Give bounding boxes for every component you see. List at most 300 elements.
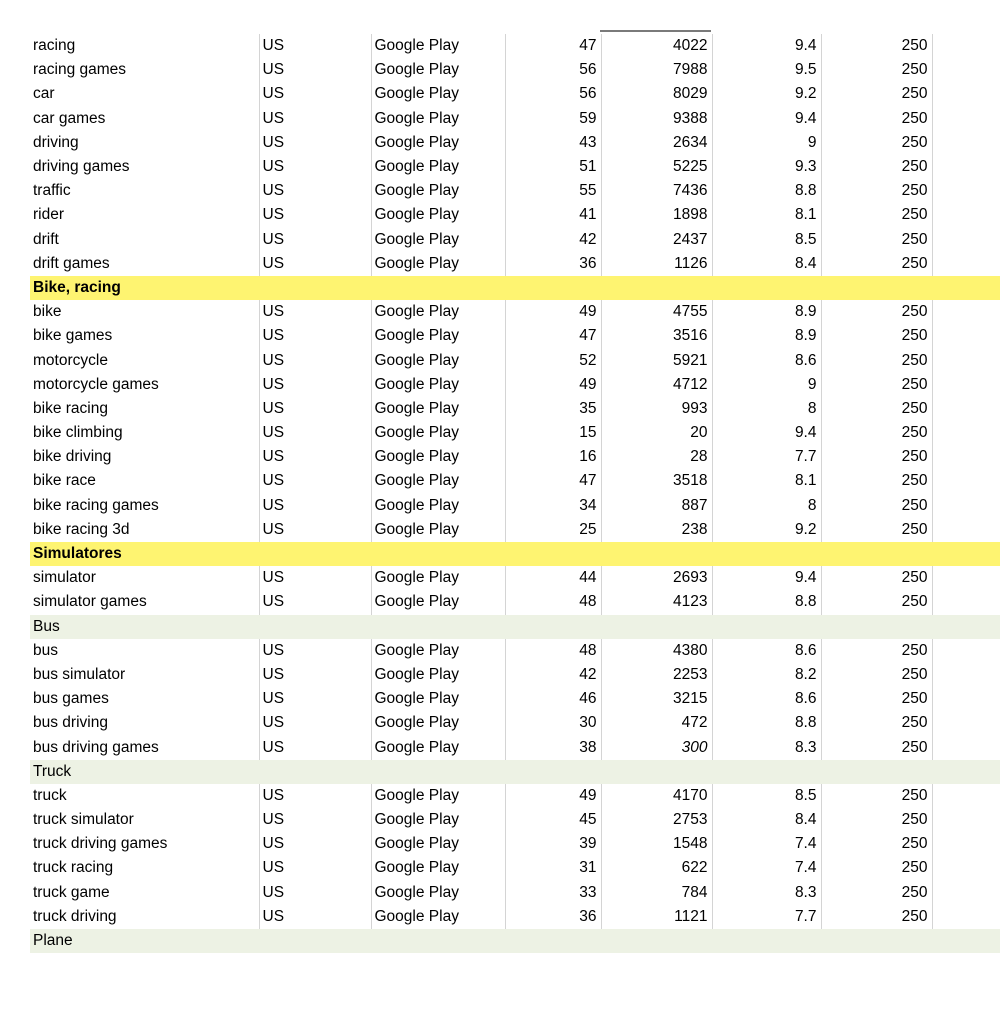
table-cell[interactable]: 7988 (601, 58, 712, 82)
table-cell[interactable]: 56 (505, 58, 601, 82)
table-cell[interactable]: 250 (821, 663, 932, 687)
table-cell[interactable]: 1548 (601, 832, 712, 856)
table-cell[interactable]: 36 (505, 252, 601, 276)
table-cell[interactable]: Google Play (371, 155, 505, 179)
table-cell[interactable]: Google Play (371, 494, 505, 518)
table-cell[interactable]: 250 (821, 687, 932, 711)
table-cell[interactable] (505, 542, 601, 566)
table-cell[interactable]: Google Play (371, 58, 505, 82)
table-cell[interactable]: 250 (821, 252, 932, 276)
table-cell[interactable] (371, 760, 505, 784)
table-cell[interactable]: 250 (821, 469, 932, 493)
table-cell[interactable]: 33 (505, 881, 601, 905)
table-cell[interactable] (932, 881, 1000, 905)
table-cell[interactable] (371, 542, 505, 566)
table-cell[interactable] (932, 808, 1000, 832)
table-cell[interactable]: 5921 (601, 348, 712, 372)
table-cell[interactable]: 9.2 (712, 82, 821, 106)
table-cell[interactable]: 250 (821, 107, 932, 131)
table-cell[interactable]: US (259, 252, 371, 276)
section-label[interactable]: Simulatores (30, 542, 259, 566)
table-cell[interactable]: 250 (821, 784, 932, 808)
table-cell[interactable]: 8.6 (712, 639, 821, 663)
table-cell[interactable]: truck (30, 784, 259, 808)
table-cell[interactable] (601, 276, 712, 300)
table-cell[interactable]: Google Play (371, 324, 505, 348)
table-cell[interactable] (932, 34, 1000, 58)
table-cell[interactable]: 38 (505, 735, 601, 759)
table-cell[interactable]: US (259, 155, 371, 179)
table-cell[interactable]: 250 (821, 348, 932, 372)
table-cell[interactable]: US (259, 34, 371, 58)
table-cell[interactable]: 30 (505, 711, 601, 735)
table-cell[interactable]: motorcycle games (30, 373, 259, 397)
table-cell[interactable]: 250 (821, 639, 932, 663)
table-cell[interactable]: racing games (30, 58, 259, 82)
table-cell[interactable]: 55 (505, 179, 601, 203)
table-cell[interactable]: 250 (821, 300, 932, 324)
table-cell[interactable] (712, 276, 821, 300)
table-cell[interactable]: 7.7 (712, 445, 821, 469)
table-cell[interactable]: traffic (30, 179, 259, 203)
table-cell[interactable] (371, 615, 505, 639)
table-cell[interactable]: bus games (30, 687, 259, 711)
table-cell[interactable]: 47 (505, 324, 601, 348)
table-cell[interactable]: 8.9 (712, 324, 821, 348)
table-cell[interactable] (712, 760, 821, 784)
table-cell[interactable]: Google Play (371, 252, 505, 276)
table-cell[interactable]: 250 (821, 808, 932, 832)
table-cell[interactable]: bus driving games (30, 735, 259, 759)
table-cell[interactable]: 9 (712, 131, 821, 155)
table-cell[interactable] (932, 639, 1000, 663)
table-cell[interactable]: US (259, 82, 371, 106)
table-cell[interactable] (821, 615, 932, 639)
table-cell[interactable] (932, 663, 1000, 687)
table-cell[interactable]: 8.8 (712, 590, 821, 614)
table-cell[interactable]: Google Play (371, 566, 505, 590)
table-cell[interactable] (932, 711, 1000, 735)
table-cell[interactable]: bike racing games (30, 494, 259, 518)
table-cell[interactable] (505, 929, 601, 953)
table-cell[interactable]: Google Play (371, 711, 505, 735)
table-cell[interactable]: US (259, 566, 371, 590)
table-cell[interactable]: US (259, 735, 371, 759)
table-cell[interactable]: 59 (505, 107, 601, 131)
table-cell[interactable]: US (259, 421, 371, 445)
table-cell[interactable]: Google Play (371, 82, 505, 106)
table-cell[interactable]: 9.5 (712, 58, 821, 82)
table-cell[interactable]: 41 (505, 203, 601, 227)
table-cell[interactable]: truck racing (30, 856, 259, 880)
table-cell[interactable]: 250 (821, 590, 932, 614)
table-cell[interactable]: US (259, 590, 371, 614)
table-cell[interactable]: Google Play (371, 590, 505, 614)
table-cell[interactable]: Google Play (371, 228, 505, 252)
table-cell[interactable] (932, 58, 1000, 82)
table-cell[interactable]: 2753 (601, 808, 712, 832)
table-cell[interactable] (932, 905, 1000, 929)
table-cell[interactable] (371, 929, 505, 953)
table-cell[interactable] (932, 397, 1000, 421)
table-cell[interactable] (505, 760, 601, 784)
table-cell[interactable] (601, 615, 712, 639)
table-cell[interactable]: 7.4 (712, 856, 821, 880)
table-cell[interactable]: US (259, 832, 371, 856)
table-cell[interactable] (505, 276, 601, 300)
table-cell[interactable]: 8.4 (712, 808, 821, 832)
table-cell[interactable]: Google Play (371, 203, 505, 227)
table-cell[interactable]: 622 (601, 856, 712, 880)
table-cell[interactable] (932, 228, 1000, 252)
table-cell[interactable]: bike racing 3d (30, 518, 259, 542)
group-label[interactable]: Bus (30, 615, 259, 639)
table-cell[interactable]: simulator (30, 566, 259, 590)
table-cell[interactable] (601, 760, 712, 784)
table-cell[interactable]: 5225 (601, 155, 712, 179)
table-cell[interactable] (932, 566, 1000, 590)
table-cell[interactable]: 250 (821, 905, 932, 929)
table-cell[interactable]: 4755 (601, 300, 712, 324)
table-cell[interactable]: 47 (505, 34, 601, 58)
table-cell[interactable] (932, 784, 1000, 808)
table-cell[interactable]: 250 (821, 228, 932, 252)
table-cell[interactable]: 51 (505, 155, 601, 179)
table-cell[interactable]: 20 (601, 421, 712, 445)
table-cell[interactable]: 8 (712, 397, 821, 421)
table-cell[interactable]: 8.6 (712, 348, 821, 372)
table-cell[interactable]: 39 (505, 832, 601, 856)
table-cell[interactable]: 52 (505, 348, 601, 372)
table-cell[interactable]: 7.4 (712, 832, 821, 856)
table-cell[interactable]: racing (30, 34, 259, 58)
table-cell[interactable]: 2253 (601, 663, 712, 687)
table-cell[interactable]: 9 (712, 373, 821, 397)
table-cell[interactable]: bike games (30, 324, 259, 348)
table-cell[interactable]: Google Play (371, 808, 505, 832)
table-cell[interactable]: 25 (505, 518, 601, 542)
table-cell[interactable] (932, 494, 1000, 518)
table-cell[interactable]: 9.4 (712, 107, 821, 131)
table-cell[interactable]: drift (30, 228, 259, 252)
table-cell[interactable]: Google Play (371, 373, 505, 397)
table-cell[interactable]: 250 (821, 856, 932, 880)
table-cell[interactable]: 250 (821, 494, 932, 518)
table-cell[interactable]: 4123 (601, 590, 712, 614)
table-cell[interactable]: 43 (505, 131, 601, 155)
table-cell[interactable]: US (259, 107, 371, 131)
table-cell[interactable] (932, 421, 1000, 445)
table-cell[interactable]: 8.1 (712, 203, 821, 227)
table-cell[interactable] (932, 735, 1000, 759)
table-cell[interactable]: US (259, 518, 371, 542)
table-cell[interactable]: 250 (821, 82, 932, 106)
table-cell[interactable]: 250 (821, 445, 932, 469)
table-cell[interactable]: US (259, 784, 371, 808)
table-cell[interactable] (821, 929, 932, 953)
table-cell[interactable]: 8029 (601, 82, 712, 106)
table-cell[interactable]: US (259, 348, 371, 372)
table-cell[interactable]: Google Play (371, 832, 505, 856)
table-cell[interactable]: 8.1 (712, 469, 821, 493)
table-cell[interactable]: 1898 (601, 203, 712, 227)
table-cell[interactable]: drift games (30, 252, 259, 276)
table-cell[interactable] (932, 348, 1000, 372)
table-cell[interactable] (601, 929, 712, 953)
table-cell[interactable]: Google Play (371, 421, 505, 445)
table-cell[interactable] (932, 107, 1000, 131)
table-cell[interactable]: 28 (601, 445, 712, 469)
table-cell[interactable]: 784 (601, 881, 712, 905)
table-cell[interactable] (259, 615, 371, 639)
table-cell[interactable] (932, 590, 1000, 614)
table-cell[interactable]: 48 (505, 639, 601, 663)
table-cell[interactable]: 35 (505, 397, 601, 421)
table-cell[interactable]: 993 (601, 397, 712, 421)
table-cell[interactable]: US (259, 687, 371, 711)
table-cell[interactable]: simulator games (30, 590, 259, 614)
table-cell[interactable]: 49 (505, 784, 601, 808)
table-cell[interactable]: 8.5 (712, 228, 821, 252)
table-cell[interactable]: Google Play (371, 179, 505, 203)
table-cell[interactable]: 46 (505, 687, 601, 711)
table-cell[interactable]: US (259, 905, 371, 929)
table-cell[interactable]: 8.5 (712, 784, 821, 808)
table-cell[interactable]: 16 (505, 445, 601, 469)
table-cell[interactable] (259, 760, 371, 784)
table-cell[interactable]: car (30, 82, 259, 106)
table-cell[interactable]: 42 (505, 663, 601, 687)
table-cell[interactable] (932, 856, 1000, 880)
table-cell[interactable]: Google Play (371, 397, 505, 421)
table-cell[interactable]: 56 (505, 82, 601, 106)
table-cell[interactable]: US (259, 324, 371, 348)
table-cell[interactable]: 34 (505, 494, 601, 518)
table-cell[interactable]: 8.8 (712, 711, 821, 735)
table-cell[interactable]: 8.4 (712, 252, 821, 276)
table-cell[interactable]: 8.2 (712, 663, 821, 687)
group-label[interactable]: Truck (30, 760, 259, 784)
table-cell[interactable]: US (259, 663, 371, 687)
table-cell[interactable]: 7.7 (712, 905, 821, 929)
table-cell[interactable] (932, 82, 1000, 106)
table-cell[interactable]: truck driving (30, 905, 259, 929)
table-cell[interactable]: 9.2 (712, 518, 821, 542)
table-cell[interactable]: truck driving games (30, 832, 259, 856)
table-cell[interactable]: 45 (505, 808, 601, 832)
table-cell[interactable]: 250 (821, 58, 932, 82)
table-cell[interactable]: Google Play (371, 107, 505, 131)
table-cell[interactable] (932, 373, 1000, 397)
table-cell[interactable]: 887 (601, 494, 712, 518)
table-cell[interactable]: 36 (505, 905, 601, 929)
table-cell[interactable]: 3516 (601, 324, 712, 348)
table-cell[interactable]: US (259, 179, 371, 203)
table-cell[interactable]: 8.3 (712, 881, 821, 905)
table-cell[interactable]: 9388 (601, 107, 712, 131)
table-cell[interactable]: Google Play (371, 131, 505, 155)
table-cell[interactable]: 250 (821, 179, 932, 203)
table-cell[interactable] (259, 542, 371, 566)
table-cell[interactable]: 250 (821, 518, 932, 542)
table-cell[interactable]: Google Play (371, 639, 505, 663)
group-label[interactable]: Plane (30, 929, 259, 953)
table-cell[interactable]: US (259, 469, 371, 493)
table-cell[interactable] (932, 518, 1000, 542)
table-cell[interactable]: 2693 (601, 566, 712, 590)
table-cell[interactable] (932, 832, 1000, 856)
table-cell[interactable] (932, 687, 1000, 711)
table-cell[interactable] (712, 542, 821, 566)
table-cell[interactable] (821, 760, 932, 784)
table-cell[interactable]: US (259, 494, 371, 518)
table-cell[interactable]: 250 (821, 735, 932, 759)
table-cell[interactable] (821, 542, 932, 566)
table-cell[interactable] (932, 542, 1000, 566)
table-cell[interactable]: 31 (505, 856, 601, 880)
table-cell[interactable] (932, 131, 1000, 155)
table-cell[interactable]: 8.3 (712, 735, 821, 759)
table-cell[interactable]: 250 (821, 711, 932, 735)
table-cell[interactable]: 4712 (601, 373, 712, 397)
table-cell[interactable]: 49 (505, 373, 601, 397)
table-cell[interactable] (259, 276, 371, 300)
table-cell[interactable]: US (259, 397, 371, 421)
table-cell[interactable]: US (259, 131, 371, 155)
table-cell[interactable]: Google Play (371, 445, 505, 469)
table-cell[interactable] (932, 445, 1000, 469)
table-cell[interactable]: US (259, 203, 371, 227)
table-cell[interactable]: Google Play (371, 735, 505, 759)
table-cell[interactable]: 300 (601, 735, 712, 759)
table-cell[interactable]: 250 (821, 881, 932, 905)
table-cell[interactable] (932, 252, 1000, 276)
table-cell[interactable]: US (259, 808, 371, 832)
table-cell[interactable]: bike race (30, 469, 259, 493)
table-cell[interactable]: bus driving (30, 711, 259, 735)
table-cell[interactable]: 250 (821, 421, 932, 445)
table-cell[interactable]: bus (30, 639, 259, 663)
table-cell[interactable]: US (259, 639, 371, 663)
table-cell[interactable]: 15 (505, 421, 601, 445)
table-cell[interactable]: 8 (712, 494, 821, 518)
table-cell[interactable]: 250 (821, 566, 932, 590)
table-cell[interactable]: US (259, 881, 371, 905)
table-cell[interactable]: Google Play (371, 34, 505, 58)
table-cell[interactable]: 250 (821, 34, 932, 58)
table-cell[interactable]: 8.8 (712, 179, 821, 203)
table-cell[interactable]: 2437 (601, 228, 712, 252)
table-cell[interactable]: 48 (505, 590, 601, 614)
table-cell[interactable] (932, 203, 1000, 227)
table-cell[interactable]: Google Play (371, 856, 505, 880)
table-cell[interactable]: 9.3 (712, 155, 821, 179)
table-cell[interactable]: 42 (505, 228, 601, 252)
table-cell[interactable]: 4022 (601, 34, 712, 58)
table-cell[interactable] (505, 615, 601, 639)
table-cell[interactable]: 4380 (601, 639, 712, 663)
table-cell[interactable]: driving games (30, 155, 259, 179)
table-cell[interactable]: Google Play (371, 687, 505, 711)
table-cell[interactable]: US (259, 228, 371, 252)
section-label[interactable]: Bike, racing (30, 276, 259, 300)
table-cell[interactable]: Google Play (371, 300, 505, 324)
table-cell[interactable]: truck simulator (30, 808, 259, 832)
table-cell[interactable] (932, 760, 1000, 784)
table-cell[interactable]: bike driving (30, 445, 259, 469)
table-cell[interactable]: 47 (505, 469, 601, 493)
table-cell[interactable]: 8.9 (712, 300, 821, 324)
spreadsheet-grid[interactable] (30, 34, 1000, 953)
table-cell[interactable]: 250 (821, 832, 932, 856)
table-cell[interactable]: US (259, 300, 371, 324)
table-cell[interactable]: driving (30, 131, 259, 155)
table-cell[interactable] (932, 324, 1000, 348)
table-cell[interactable] (932, 615, 1000, 639)
table-cell[interactable]: Google Play (371, 881, 505, 905)
table-cell[interactable]: bike climbing (30, 421, 259, 445)
table-cell[interactable]: US (259, 856, 371, 880)
table-cell[interactable]: bike racing (30, 397, 259, 421)
table-cell[interactable]: 3518 (601, 469, 712, 493)
table-cell[interactable]: 3215 (601, 687, 712, 711)
table-cell[interactable]: 9.4 (712, 566, 821, 590)
table-cell[interactable]: 9.4 (712, 421, 821, 445)
table-cell[interactable]: 472 (601, 711, 712, 735)
table-cell[interactable] (932, 300, 1000, 324)
table-cell[interactable]: US (259, 373, 371, 397)
table-cell[interactable]: 8.6 (712, 687, 821, 711)
table-cell[interactable]: US (259, 711, 371, 735)
table-cell[interactable]: 250 (821, 324, 932, 348)
table-cell[interactable]: 250 (821, 131, 932, 155)
table-cell[interactable]: 250 (821, 155, 932, 179)
table-cell[interactable]: 238 (601, 518, 712, 542)
table-cell[interactable]: US (259, 445, 371, 469)
table-cell[interactable]: 7436 (601, 179, 712, 203)
table-cell[interactable]: 44 (505, 566, 601, 590)
table-cell[interactable]: 250 (821, 203, 932, 227)
table-cell[interactable]: 1126 (601, 252, 712, 276)
table-cell[interactable] (371, 276, 505, 300)
table-cell[interactable]: rider (30, 203, 259, 227)
table-cell[interactable]: Google Play (371, 348, 505, 372)
table-cell[interactable] (932, 179, 1000, 203)
table-cell[interactable] (932, 155, 1000, 179)
table-cell[interactable]: 1121 (601, 905, 712, 929)
table-cell[interactable]: Google Play (371, 905, 505, 929)
table-cell[interactable] (259, 929, 371, 953)
table-cell[interactable]: 250 (821, 397, 932, 421)
table-cell[interactable]: 250 (821, 373, 932, 397)
table-cell[interactable]: 2634 (601, 131, 712, 155)
table-cell[interactable]: Google Play (371, 784, 505, 808)
table-cell[interactable]: Google Play (371, 518, 505, 542)
table-cell[interactable]: US (259, 58, 371, 82)
table-cell[interactable]: 9.4 (712, 34, 821, 58)
table-cell[interactable]: truck game (30, 881, 259, 905)
table-cell[interactable]: 4170 (601, 784, 712, 808)
table-cell[interactable]: bike (30, 300, 259, 324)
table-cell[interactable] (821, 276, 932, 300)
table-cell[interactable]: Google Play (371, 469, 505, 493)
table-cell[interactable] (932, 929, 1000, 953)
table-cell[interactable] (712, 929, 821, 953)
table-cell[interactable] (932, 276, 1000, 300)
table-cell[interactable] (932, 469, 1000, 493)
table-cell[interactable]: Google Play (371, 663, 505, 687)
table-cell[interactable] (601, 542, 712, 566)
